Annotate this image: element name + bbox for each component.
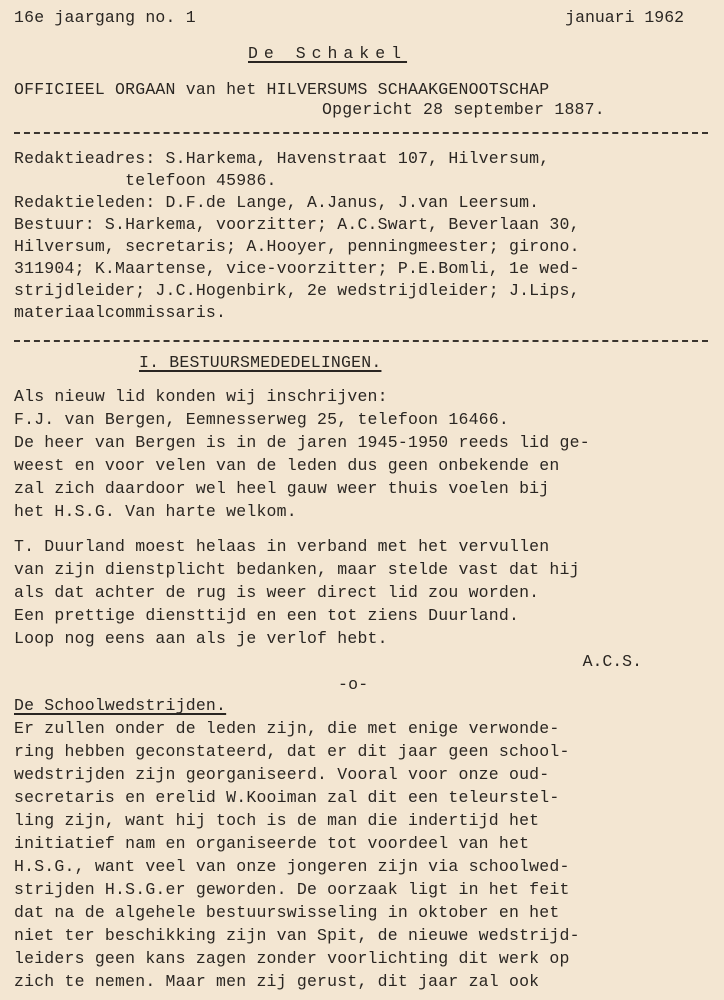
issue-number: 16e jaargang no. 1 — [14, 8, 196, 27]
text-line: ring hebben geconstateerd, dat er dit jaar geen school- — [14, 742, 570, 761]
colophon-line: telefoon 45986. — [14, 171, 277, 190]
text-line: Als nieuw lid konden wij inschrijven: — [14, 387, 388, 406]
divider — [14, 340, 708, 342]
text-line: van zijn dienstplicht bedanken, maar stelde vast dat hij — [14, 560, 580, 579]
text-line: dat na de algehele bestuurswisseling in oktober en het — [14, 903, 560, 922]
colophon-line: Hilversum, secretaris; A.Hooyer, penningmeester; girono. — [14, 237, 580, 256]
colophon-line: materiaalcommissaris. — [14, 303, 227, 322]
issue-date: januari 1962 — [565, 8, 684, 27]
founding-date: Opgericht 28 september 1887. — [322, 100, 605, 119]
colophon-line: 311904; K.Maartense, vice-voorzitter; P.E.Bomli, 1e wed- — [14, 259, 580, 278]
text-line: Er zullen onder de leden zijn, die met enige verwonde- — [14, 719, 560, 738]
colophon-line: Redaktieleden: D.F.de Lange, A.Janus, J.van Leersum. — [14, 193, 540, 212]
text-line: ling zijn, want hij toch is de man die indertijd het — [14, 811, 540, 830]
text-line: F.J. van Bergen, Eemnesserweg 25, telefoon 16466. — [14, 410, 509, 429]
text-line: T. Duurland moest helaas in verband met het vervullen — [14, 537, 550, 556]
text-line: initiatief nam en organiseerde tot voordeel van het — [14, 834, 530, 853]
divider — [14, 132, 708, 134]
text-line: het H.S.G. Van harte welkom. — [14, 502, 297, 521]
text-line: Een prettige diensttijd en een tot ziens Duurland. — [14, 606, 520, 625]
text-line: als dat achter de rug is weer direct lid zou worden. — [14, 583, 540, 602]
text-line: zal zich daardoor wel heel gauw weer thuis voelen bij — [14, 479, 550, 498]
publication-subtitle: OFFICIEEL ORGAAN van het HILVERSUMS SCHAAKGENOOTSCHAP — [14, 80, 550, 99]
author-initials: A.C.S. — [582, 652, 642, 671]
text-line: zich te nemen. Maar men zij gerust, dit jaar zal ook — [14, 972, 540, 991]
section-heading: I. BESTUURSMEDEDELINGEN. — [139, 353, 382, 372]
text-line: wedstrijden zijn georganiseerd. Vooral voor onze oud- — [14, 765, 550, 784]
colophon-line: Redaktieadres: S.Harkema, Havenstraat 107, Hilversum, — [14, 149, 550, 168]
publication-title: De Schakel — [248, 44, 408, 63]
text-line: secretaris en erelid W.Kooiman zal dit een teleurstel- — [14, 788, 560, 807]
text-line: strijden H.S.G.er geworden. De oorzaak ligt in het feit — [14, 880, 570, 899]
text-line: leiders geen kans zagen zonder voorlichting dit werk op — [14, 949, 570, 968]
text-line: Loop nog eens aan als je verlof hebt. — [14, 629, 388, 648]
text-line: De heer van Bergen is in de jaren 1945-1950 reeds lid ge- — [14, 433, 590, 452]
text-line: weest en voor velen van de leden dus geen onbekende en — [14, 456, 560, 475]
colophon-line: strijdleider; J.C.Hogenbirk, 2e wedstrijdleider; J.Lips, — [14, 281, 580, 300]
text-line: niet ter beschikking zijn van Spit, de nieuwe wedstrijd- — [14, 926, 580, 945]
section-separator: -o- — [338, 675, 369, 694]
article-heading: De Schoolwedstrijden. — [14, 696, 227, 715]
text-line: H.S.G., want veel van onze jongeren zijn via schoolwed- — [14, 857, 570, 876]
colophon-line: Bestuur: S.Harkema, voorzitter; A.C.Swart, Beverlaan 30, — [14, 215, 580, 234]
